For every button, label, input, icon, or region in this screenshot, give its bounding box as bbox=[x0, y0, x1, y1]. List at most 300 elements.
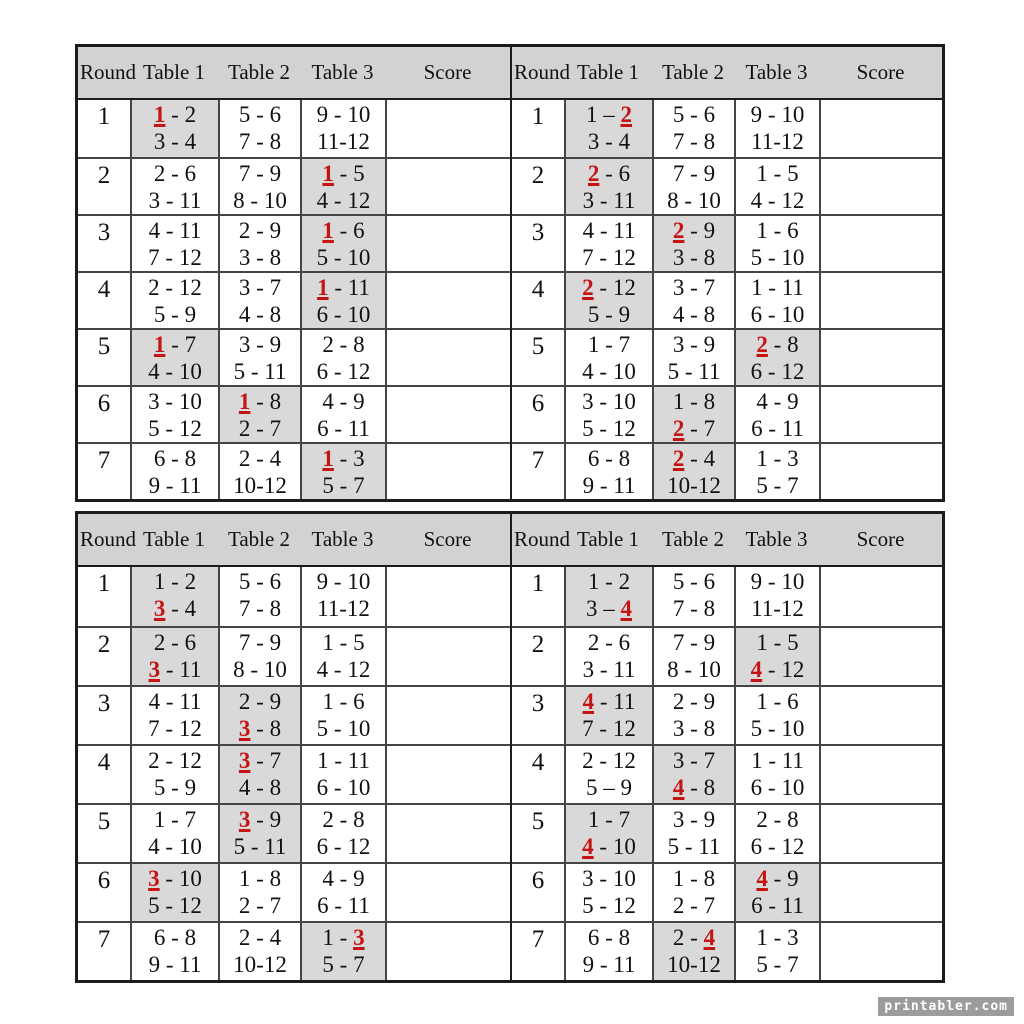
schedule-quadrant-player4 bbox=[510, 514, 942, 980]
pairing-line: 2 - 4 bbox=[238, 446, 282, 471]
score-cell bbox=[819, 330, 942, 385]
round-number-cell: 6 bbox=[97, 867, 111, 894]
pairing-line: 6 - 8 bbox=[587, 925, 631, 950]
pairing-line: 1 - 5 bbox=[322, 161, 365, 186]
header-table1: Table 1 bbox=[576, 527, 640, 551]
round-row bbox=[78, 214, 510, 271]
pairing-line: 1 - 8 bbox=[672, 389, 716, 414]
pairing-line: 7 - 8 bbox=[238, 129, 282, 154]
pairing-line: 6 - 12 bbox=[750, 359, 805, 384]
pairing-line: 2 - 12 bbox=[148, 748, 202, 773]
highlighted-player-number: 1 bbox=[322, 161, 334, 186]
table1-pairs-cell bbox=[130, 805, 218, 862]
pairing-line: 6 - 12 bbox=[316, 359, 371, 384]
score-cell bbox=[385, 746, 510, 803]
header-round: Round bbox=[514, 60, 571, 84]
pairing-line: 6 - 8 bbox=[153, 925, 197, 950]
pairing-line: 5 - 11 bbox=[667, 359, 721, 384]
pairing-line: 2 - 8 bbox=[756, 332, 799, 357]
round-number-cell: 1 bbox=[531, 103, 545, 130]
round-number-cell: 7 bbox=[531, 926, 545, 953]
score-cell bbox=[385, 687, 510, 744]
highlighted-player-number: 3 bbox=[148, 866, 160, 891]
pairing-line: 1 - 5 bbox=[756, 161, 799, 186]
highlighted-player-number: 4 bbox=[703, 925, 716, 950]
highlighted-player-number: 3 bbox=[238, 748, 251, 773]
pairing-line: 2 - 7 bbox=[238, 893, 282, 918]
round-row bbox=[78, 100, 510, 157]
pairing-line: 2 - 4 bbox=[238, 925, 282, 950]
pairing-line: 2 - 7 bbox=[672, 893, 716, 918]
pairing-line: 1 - 3 bbox=[322, 925, 365, 950]
score-cell bbox=[819, 387, 942, 442]
table3-pairs-cell bbox=[300, 159, 385, 214]
pairing-line: 8 - 10 bbox=[233, 657, 287, 682]
pairing-line: 6 - 10 bbox=[316, 302, 371, 327]
round-row bbox=[78, 921, 510, 980]
round-row bbox=[512, 685, 942, 744]
pairing-line: 5 - 6 bbox=[672, 102, 716, 127]
pairing-line: 2 - 12 bbox=[582, 748, 636, 773]
pairing-line: 5 - 10 bbox=[750, 245, 805, 270]
pairing-line: 4 - 12 bbox=[750, 188, 805, 213]
pairing-line: 7 - 12 bbox=[582, 716, 636, 741]
round-number-cell: 4 bbox=[531, 276, 545, 303]
table3-pairs-cell bbox=[734, 387, 819, 442]
pairing-line: 11-12 bbox=[751, 596, 804, 621]
pairing-line: 7 - 12 bbox=[582, 245, 636, 270]
pairing-line: 5 - 10 bbox=[316, 245, 371, 270]
pairing-line: 6 - 10 bbox=[750, 302, 805, 327]
score-cell bbox=[819, 746, 942, 803]
pairing-line: 4 - 10 bbox=[582, 359, 636, 384]
pairing-line: 3 - 10 bbox=[582, 389, 636, 414]
table1-pairs-cell bbox=[130, 273, 218, 328]
pairing-line: 2 - 6 bbox=[587, 161, 631, 186]
table2-pairs-cell bbox=[652, 923, 734, 980]
round-number-cell: 2 bbox=[97, 631, 111, 658]
highlighted-player-number: 2 bbox=[672, 446, 685, 471]
table1-pairs-cell bbox=[564, 100, 652, 157]
pairing-line: 11-12 bbox=[751, 129, 804, 154]
header-table2: Table 2 bbox=[227, 527, 291, 551]
pairing-line: 4 - 12 bbox=[316, 657, 371, 682]
pairing-line: 7 - 8 bbox=[672, 596, 716, 621]
pairing-line: 4 - 9 bbox=[756, 866, 799, 891]
pairing-line: 3 - 10 bbox=[148, 866, 202, 891]
pairing-line: 2 - 12 bbox=[582, 275, 636, 300]
pairing-line: 1 – 2 bbox=[586, 102, 632, 127]
header-table1: Table 1 bbox=[142, 60, 206, 84]
pairing-line: 2 - 6 bbox=[153, 161, 197, 186]
table2-pairs-cell bbox=[218, 216, 300, 271]
pairing-line: 3 - 4 bbox=[587, 129, 631, 154]
round-number-cell: 5 bbox=[531, 333, 545, 360]
pairing-line: 1 - 6 bbox=[322, 689, 365, 714]
table2-pairs-cell bbox=[218, 687, 300, 744]
score-cell bbox=[385, 923, 510, 980]
pairing-line: 1 - 11 bbox=[751, 748, 804, 773]
round-number-cell: 4 bbox=[97, 749, 111, 776]
table3-pairs-cell bbox=[300, 687, 385, 744]
pairing-line: 2 - 6 bbox=[587, 630, 631, 655]
header-table3: Table 3 bbox=[745, 60, 808, 84]
score-cell bbox=[385, 216, 510, 271]
table1-pairs-cell bbox=[130, 216, 218, 271]
round-row bbox=[512, 100, 942, 157]
pairing-line: 7 - 8 bbox=[238, 596, 282, 621]
table1-pairs-cell bbox=[130, 746, 218, 803]
round-number-cell: 2 bbox=[531, 631, 545, 658]
pairing-line: 9 - 10 bbox=[316, 102, 371, 127]
pairing-line: 10-12 bbox=[233, 473, 287, 498]
pairing-line: 3 - 10 bbox=[148, 389, 202, 414]
table2-pairs-cell bbox=[652, 216, 734, 271]
header-score: Score bbox=[423, 60, 472, 84]
round-number-cell: 3 bbox=[97, 219, 111, 246]
highlighted-player-number: 3 bbox=[238, 807, 251, 832]
round-row bbox=[78, 862, 510, 921]
table1-pairs-cell bbox=[130, 864, 218, 921]
table2-pairs-cell bbox=[652, 273, 734, 328]
table1-pairs-cell bbox=[564, 444, 652, 499]
table1-pairs-cell bbox=[130, 387, 218, 442]
table2-pairs-cell bbox=[652, 444, 734, 499]
round-number-cell: 1 bbox=[97, 570, 111, 597]
pairing-line: 4 - 8 bbox=[238, 775, 282, 800]
pairing-line: 1 - 7 bbox=[153, 332, 197, 357]
pairing-line: 6 - 12 bbox=[750, 834, 805, 859]
round-number-cell: 1 bbox=[531, 570, 545, 597]
table3-pairs-cell bbox=[734, 746, 819, 803]
pairing-line: 7 - 9 bbox=[238, 161, 282, 186]
score-cell bbox=[819, 628, 942, 685]
pairing-line: 7 - 9 bbox=[672, 161, 716, 186]
score-cell bbox=[385, 864, 510, 921]
score-cell bbox=[385, 567, 510, 626]
pairing-line: 2 - 4 bbox=[672, 925, 716, 950]
round-row bbox=[78, 385, 510, 442]
table2-pairs-cell bbox=[218, 923, 300, 980]
round-row bbox=[512, 744, 942, 803]
score-cell bbox=[385, 444, 510, 499]
table1-pairs-cell bbox=[564, 687, 652, 744]
pairing-line: 5 - 10 bbox=[750, 716, 805, 741]
pairing-line: 3 - 7 bbox=[238, 275, 282, 300]
round-number-cell: 6 bbox=[531, 390, 545, 417]
pairing-line: 1 - 7 bbox=[153, 807, 197, 832]
pairing-line: 2 - 7 bbox=[238, 416, 282, 441]
rows bbox=[512, 100, 942, 499]
table2-pairs-cell bbox=[218, 805, 300, 862]
pairing-line: 2 - 8 bbox=[756, 807, 799, 832]
pairing-line: 2 - 9 bbox=[238, 689, 282, 714]
pairing-line: 5 - 11 bbox=[233, 834, 287, 859]
pairing-line: 1 - 11 bbox=[317, 275, 370, 300]
header-table3: Table 3 bbox=[311, 527, 374, 551]
pairing-line: 3 - 10 bbox=[582, 866, 636, 891]
score-cell bbox=[819, 159, 942, 214]
table3-pairs-cell bbox=[734, 805, 819, 862]
score-cell bbox=[385, 159, 510, 214]
table2-pairs-cell bbox=[652, 100, 734, 157]
highlighted-player-number: 3 bbox=[353, 925, 365, 950]
table1-pairs-cell bbox=[130, 687, 218, 744]
table3-pairs-cell bbox=[300, 864, 385, 921]
highlighted-player-number: 4 bbox=[756, 866, 768, 891]
header-table2: Table 2 bbox=[661, 60, 725, 84]
pairing-line: 4 - 11 bbox=[582, 218, 636, 243]
pairing-line: 9 - 11 bbox=[148, 473, 202, 498]
header-table3: Table 3 bbox=[745, 527, 808, 551]
highlighted-player-number: 3 bbox=[148, 657, 161, 682]
schedule-section-top bbox=[75, 44, 945, 502]
round-row bbox=[512, 214, 942, 271]
round-row bbox=[512, 803, 942, 862]
pairing-line: 4 - 10 bbox=[148, 834, 202, 859]
pairing-line: 3 - 8 bbox=[672, 245, 716, 270]
table2-pairs-cell bbox=[218, 746, 300, 803]
round-row bbox=[78, 744, 510, 803]
highlighted-player-number: 4 bbox=[620, 596, 632, 621]
pairing-line: 2 - 12 bbox=[148, 275, 202, 300]
round-number-cell: 6 bbox=[531, 867, 545, 894]
pairing-line: 2 - 6 bbox=[153, 630, 197, 655]
pairing-line: 6 - 10 bbox=[750, 775, 805, 800]
score-cell bbox=[819, 273, 942, 328]
pairing-line: 1 - 11 bbox=[751, 275, 804, 300]
score-cell bbox=[819, 687, 942, 744]
pairing-line: 3 - 7 bbox=[238, 748, 282, 773]
table3-pairs-cell bbox=[300, 746, 385, 803]
pairing-line: 6 - 11 bbox=[317, 416, 370, 441]
pairing-line: 3 - 11 bbox=[148, 188, 202, 213]
table3-pairs-cell bbox=[734, 444, 819, 499]
table1-pairs-cell bbox=[564, 746, 652, 803]
pairing-line: 4 - 12 bbox=[750, 657, 805, 682]
pairing-line: 5 - 10 bbox=[316, 716, 371, 741]
score-cell bbox=[385, 100, 510, 157]
header-table2: Table 2 bbox=[661, 527, 725, 551]
table3-pairs-cell bbox=[734, 100, 819, 157]
pairing-line: 1 - 7 bbox=[587, 807, 631, 832]
pairing-line: 9 - 10 bbox=[750, 102, 805, 127]
table1-pairs-cell bbox=[130, 923, 218, 980]
rows bbox=[78, 567, 510, 980]
round-row bbox=[512, 567, 942, 626]
pairing-line: 7 - 8 bbox=[672, 129, 716, 154]
schedule-section-bottom bbox=[75, 511, 945, 983]
round-row bbox=[512, 921, 942, 980]
pairing-line: 4 - 8 bbox=[672, 302, 716, 327]
pairing-line: 1 - 3 bbox=[756, 925, 799, 950]
table3-pairs-cell bbox=[734, 864, 819, 921]
round-row bbox=[78, 271, 510, 328]
pairing-line: 7 - 9 bbox=[238, 630, 282, 655]
table1-pairs-cell bbox=[130, 159, 218, 214]
table2-pairs-cell bbox=[218, 628, 300, 685]
schedule-quadrant-player1 bbox=[78, 47, 510, 499]
table3-pairs-cell bbox=[300, 330, 385, 385]
score-cell bbox=[385, 805, 510, 862]
pairing-line: 3 – 4 bbox=[586, 596, 632, 621]
table3-pairs-cell bbox=[300, 444, 385, 499]
header-round: Round bbox=[80, 527, 137, 551]
table2-pairs-cell bbox=[652, 805, 734, 862]
highlighted-player-number: 2 bbox=[587, 161, 600, 186]
pairing-line: 1 - 5 bbox=[322, 630, 365, 655]
score-cell bbox=[819, 216, 942, 271]
table2-pairs-cell bbox=[218, 567, 300, 626]
table3-pairs-cell bbox=[300, 100, 385, 157]
header-score: Score bbox=[423, 527, 472, 551]
table1-pairs-cell bbox=[130, 567, 218, 626]
table3-pairs-cell bbox=[300, 628, 385, 685]
pairing-line: 6 - 8 bbox=[587, 446, 631, 471]
table1-pairs-cell bbox=[130, 330, 218, 385]
pairing-line: 5 - 9 bbox=[153, 302, 197, 327]
pairing-line: 6 - 11 bbox=[751, 416, 804, 441]
schedule-quadrant-player2 bbox=[510, 47, 942, 499]
pairing-line: 8 - 10 bbox=[667, 657, 721, 682]
pairing-line: 1 - 8 bbox=[238, 389, 282, 414]
score-cell bbox=[385, 273, 510, 328]
table3-pairs-cell bbox=[734, 687, 819, 744]
highlighted-player-number: 1 bbox=[322, 446, 334, 471]
pairing-line: 1 - 8 bbox=[672, 866, 716, 891]
pairing-line: 3 - 9 bbox=[238, 332, 282, 357]
highlighted-player-number: 1 bbox=[317, 275, 329, 300]
pairing-line: 2 - 9 bbox=[672, 689, 716, 714]
pairing-line: 4 - 12 bbox=[316, 188, 371, 213]
pairing-line: 4 - 11 bbox=[582, 689, 636, 714]
header-row bbox=[512, 514, 942, 567]
pairing-line: 9 - 11 bbox=[582, 473, 636, 498]
pairing-line: 5 - 6 bbox=[238, 102, 282, 127]
table2-pairs-cell bbox=[218, 387, 300, 442]
round-row bbox=[78, 685, 510, 744]
header-row bbox=[78, 514, 510, 567]
round-number-cell: 3 bbox=[97, 690, 111, 717]
table2-pairs-cell bbox=[652, 864, 734, 921]
score-cell bbox=[385, 330, 510, 385]
highlighted-player-number: 2 bbox=[620, 102, 632, 127]
pairing-line: 3 - 7 bbox=[672, 748, 716, 773]
pairing-line: 2 - 8 bbox=[322, 332, 365, 357]
pairing-line: 5 – 9 bbox=[586, 775, 632, 800]
header-table1: Table 1 bbox=[142, 527, 206, 551]
table1-pairs-cell bbox=[564, 273, 652, 328]
pairing-line: 3 - 11 bbox=[582, 657, 636, 682]
pairing-line: 6 - 11 bbox=[751, 893, 804, 918]
table3-pairs-cell bbox=[734, 923, 819, 980]
highlighted-player-number: 4 bbox=[582, 689, 595, 714]
header-score: Score bbox=[856, 527, 905, 551]
pairing-line: 2 - 8 bbox=[322, 807, 365, 832]
round-row bbox=[78, 803, 510, 862]
highlighted-player-number: 1 bbox=[322, 218, 334, 243]
pairing-line: 2 - 9 bbox=[238, 218, 282, 243]
score-cell bbox=[385, 387, 510, 442]
pairing-line: 5 - 7 bbox=[756, 473, 799, 498]
round-number-cell: 4 bbox=[97, 276, 111, 303]
pairing-line: 3 - 9 bbox=[672, 807, 716, 832]
table2-pairs-cell bbox=[218, 330, 300, 385]
pairing-line: 5 - 11 bbox=[233, 359, 287, 384]
pairing-line: 1 - 7 bbox=[587, 332, 631, 357]
round-row bbox=[512, 271, 942, 328]
pairing-line: 9 - 11 bbox=[148, 952, 202, 977]
highlighted-player-number: 2 bbox=[672, 416, 685, 441]
pairing-line: 6 - 10 bbox=[316, 775, 371, 800]
pairing-line: 5 - 7 bbox=[322, 952, 365, 977]
table3-pairs-cell bbox=[300, 805, 385, 862]
header-table1: Table 1 bbox=[576, 60, 640, 84]
pairing-line: 11-12 bbox=[317, 596, 370, 621]
highlighted-player-number: 1 bbox=[153, 332, 166, 357]
pairing-line: 5 - 7 bbox=[322, 473, 365, 498]
pairing-line: 10-12 bbox=[667, 473, 721, 498]
pairing-line: 7 - 9 bbox=[672, 630, 716, 655]
round-row bbox=[78, 328, 510, 385]
watermark: printabler.com bbox=[878, 997, 1014, 1016]
round-row bbox=[512, 442, 942, 499]
table3-pairs-cell bbox=[734, 330, 819, 385]
score-cell bbox=[819, 100, 942, 157]
highlighted-player-number: 4 bbox=[672, 775, 685, 800]
round-number-cell: 5 bbox=[97, 333, 111, 360]
pairing-line: 5 - 12 bbox=[148, 416, 202, 441]
table1-pairs-cell bbox=[564, 923, 652, 980]
table1-pairs-cell bbox=[130, 444, 218, 499]
score-cell bbox=[819, 567, 942, 626]
table3-pairs-cell bbox=[734, 273, 819, 328]
highlighted-player-number: 2 bbox=[582, 275, 594, 300]
round-number-cell: 2 bbox=[97, 162, 111, 189]
schedule-quadrant-player3 bbox=[78, 514, 510, 980]
highlighted-player-number: 3 bbox=[153, 596, 166, 621]
pairing-line: 6 - 12 bbox=[316, 834, 371, 859]
round-number-cell: 6 bbox=[97, 390, 111, 417]
pairing-line: 5 - 7 bbox=[756, 952, 799, 977]
round-row bbox=[78, 157, 510, 214]
table3-pairs-cell bbox=[300, 387, 385, 442]
highlighted-player-number: 2 bbox=[672, 218, 685, 243]
pairing-line: 1 - 2 bbox=[153, 569, 197, 594]
rotation-schedule-sheet bbox=[75, 44, 945, 983]
table2-pairs-cell bbox=[652, 687, 734, 744]
header-table2: Table 2 bbox=[227, 60, 291, 84]
pairing-line: 4 - 9 bbox=[322, 389, 365, 414]
table3-pairs-cell bbox=[734, 628, 819, 685]
round-row bbox=[512, 862, 942, 921]
table1-pairs-cell bbox=[564, 864, 652, 921]
pairing-line: 7 - 12 bbox=[148, 245, 202, 270]
table3-pairs-cell bbox=[300, 216, 385, 271]
pairing-line: 1 - 6 bbox=[756, 218, 799, 243]
pairing-line: 2 - 7 bbox=[672, 416, 716, 441]
pairing-line: 10-12 bbox=[233, 952, 287, 977]
pairing-line: 1 - 11 bbox=[317, 748, 370, 773]
score-cell bbox=[819, 444, 942, 499]
pairing-line: 9 - 10 bbox=[316, 569, 371, 594]
round-number-cell: 7 bbox=[531, 447, 545, 474]
table1-pairs-cell bbox=[564, 216, 652, 271]
rows bbox=[78, 100, 510, 499]
rows bbox=[512, 567, 942, 980]
table2-pairs-cell bbox=[652, 159, 734, 214]
table2-pairs-cell bbox=[218, 273, 300, 328]
